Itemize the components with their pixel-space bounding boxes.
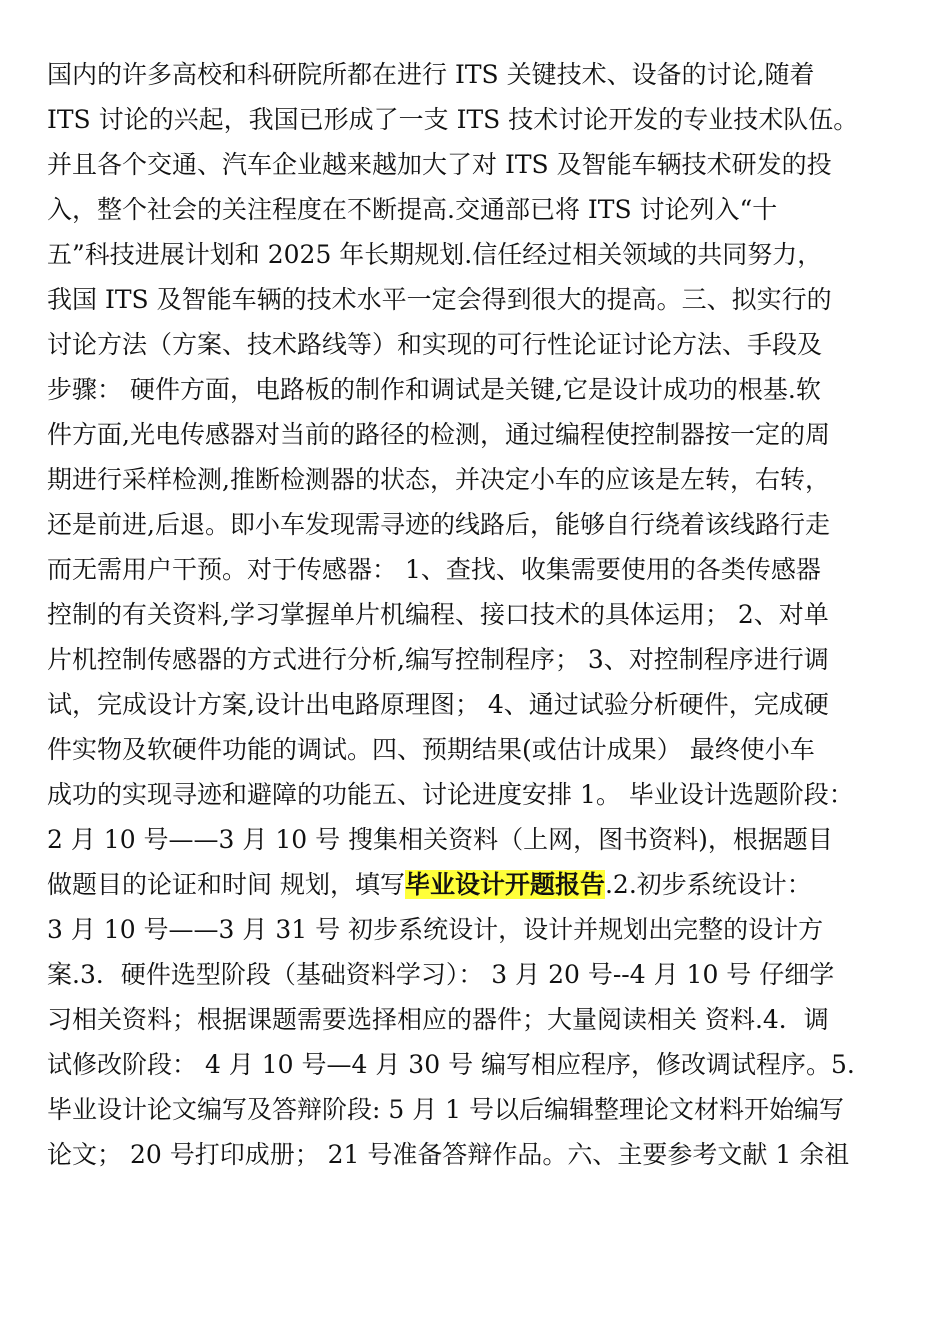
text-line: 步骤： 硬件方面，电路板的制作和调试是关键,它是设计成功的根基.软 bbox=[47, 375, 821, 404]
text-segment: 做题目的论证和时间 规划，填写 bbox=[47, 870, 405, 899]
text-line: 而无需用户干预。对于传感器： 1、查找、收集需要使用的各类传感器 bbox=[47, 555, 821, 584]
text-line: 试修改阶段： 4 月 10 号—4 月 30 号 编写相应程序，修改调试程序。5. bbox=[47, 1050, 855, 1079]
text-line: 入，整个社会的关注程度在不断提高.交通部已将 ITS 讨论列入“十 bbox=[47, 195, 778, 224]
text-line: 成功的实现寻迹和避障的功能五、讨论进度安排 1。 毕业设计选题阶段： bbox=[47, 780, 854, 809]
highlighted-link-text[interactable]: 毕业设计开题报告 bbox=[404, 870, 605, 899]
text-line: 我国 ITS 及智能车辆的技术水平一定会得到很大的提高。三、拟实行的 bbox=[47, 285, 832, 314]
text-line: 件方面,光电传感器对当前的路径的检测，通过编程使控制器按一定的周 bbox=[47, 420, 830, 449]
text-line: 讨论方法（方案、技术路线等）和实现的可行性论证讨论方法、手段及 bbox=[47, 330, 823, 359]
text-line: 论文； 20 号打印成册； 21 号准备答辩作品。六、主要参考文献 1 余祖 bbox=[47, 1140, 850, 1169]
text-line: ITS 讨论的兴起，我国已形成了一支 ITS 技术讨论开发的专业技术队伍。 bbox=[47, 105, 859, 134]
text-line: 并且各个交通、汽车企业越来越加大了对 ITS 及智能车辆技术研发的投 bbox=[47, 150, 832, 179]
document-body bbox=[47, 52, 917, 1177]
text-line: 习相关资料；根据课题需要选择相应的器件；大量阅读相关 资料.4．调 bbox=[47, 1005, 829, 1034]
text-line: 期进行采样检测,推断检测器的状态，并决定小车的应该是左转，右转， bbox=[47, 465, 830, 494]
text-line: 件实物及软硬件功能的调试。四、预期结果(或估计成果） 最终使小车 bbox=[47, 735, 815, 764]
text-line: 案.3．硬件选型阶段（基础资料学习）： 3 月 20 号--4 月 10 号 仔细学 bbox=[47, 960, 835, 989]
text-line: 控制的有关资料,学习掌握单片机编程、接口技术的具体运用； 2、对单 bbox=[47, 600, 829, 629]
text-line: 国内的许多高校和科研院所都在进行 ITS 关键技术、设备的讨论,随着 bbox=[47, 60, 815, 89]
text-line: 3 月 10 号——3 月 31 号 初步系统设计，设计并规划出完整的设计方 bbox=[47, 915, 824, 944]
text-line: 五”科技进展计划和 2025 年长期规划.信任经过相关领域的共同努力， bbox=[47, 240, 823, 269]
text-line: 毕业设计论文编写及答辩阶段: 5 月 1 号以后编辑整理论文材料开始编写 bbox=[47, 1095, 845, 1124]
text-line-with-highlight bbox=[47, 862, 917, 907]
text-line: 还是前进,后退。即小车发现需寻迹的线路后，能够自行绕着该线路行走 bbox=[47, 510, 830, 539]
text-line: 2 月 10 号——3 月 10 号 搜集相关资料（上网，图书资料)，根据题目 bbox=[47, 825, 833, 854]
text-line: 片机控制传感器的方式进行分析,编写控制程序； 3、对控制程序进行调 bbox=[47, 645, 829, 674]
text-line: 试，完成设计方案,设计出电路原理图； 4、通过试验分析硬件，完成硬 bbox=[47, 690, 829, 719]
text-segment: .2.初步系统设计： bbox=[604, 870, 812, 899]
